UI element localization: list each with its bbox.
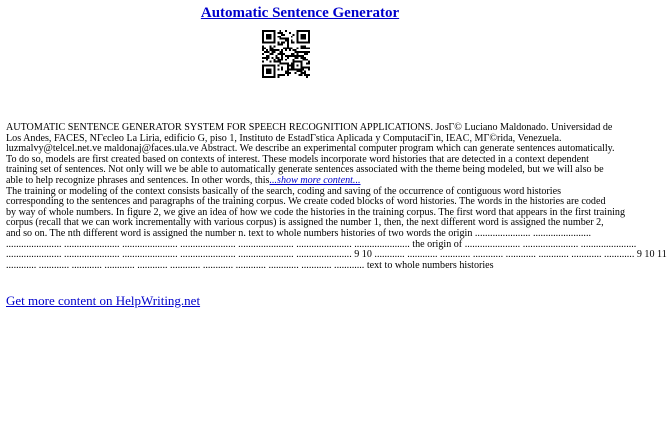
text-line: To do so, models are first created based on contexts of interest. These models incorporate word histories that are detected in a context dependent xyxy=(6,153,589,165)
get-more-content-link[interactable]: Get more content on HelpWriting.net xyxy=(6,293,201,308)
text-line: luzmalvy@telcel.net.ve maldonaj@faces.ula.ve Abstract. We describe an experimental computer program which can generate sentences automatically. xyxy=(6,143,615,155)
text-line: The training or modeling of the context consists basically of the search, coding and saving of the occurrence of contiguous word histories xyxy=(6,185,562,197)
text-line: AUTOMATIC SENTENCE GENERATOR SYSTEM FOR SPEECH RECOGNITION APPLICATIONS. JosГ© Luciano Maldonado. Universidad de xyxy=(6,122,613,133)
show-more-link[interactable]: ...show more content... xyxy=(269,174,361,186)
text-line: by way of whole numbers. In figure 2, we give an idea of how we code the histories in the training corpus. The first word that appears in the first training xyxy=(6,206,626,218)
text-line-with-link xyxy=(6,176,596,187)
text-line: corpus (recall that we can work incrementally with various corpus) is assigned the number 1, then, the next different word is assigned the number 2, xyxy=(6,217,604,229)
text-fragment: able to help recognize phrases and sentences. In other words, this xyxy=(6,174,270,186)
text-line: ...................... ...................... ...................... ...................... ...................... ...................... 9 10 ............ ............ ............ ............ ............ ............ ............ ............ 9 10 11 xyxy=(6,249,667,261)
text-line: and so on. The nth different word is assigned the number n. text to whole numbers histories of two words the origin ...................... ....................... xyxy=(6,227,591,239)
page-title[interactable]: Automatic Sentence Generator xyxy=(200,5,400,21)
essay-text xyxy=(6,122,667,271)
text-line: ............ ............ ............ ............ ............ ............ ............ ............ ............ ............ ............ text to whole numbers histories xyxy=(6,259,494,271)
text-line: training set of sentences. Not only will we be able to automatically generate sentences associated with the theme being modeled, but we will also be xyxy=(6,164,604,176)
text-line: Los Andes, FACES, NГєcleo La Liria, edificio G, piso 1, Instituto de EstadГstica Aplicada y ComputaciГіn, IEAC, MГ©rida, Venezuela. xyxy=(6,132,562,144)
text-line: ...................... ...................... ...................... ...................... ...................... ...................... ...................... the origin of ...................... ...................... ...................... xyxy=(6,238,637,250)
qr-code-icon xyxy=(262,30,310,78)
text-line: corresponding to the sentences and paragraphs of the training corpus. We create coded blocks of word histories. The words in the histories are coded xyxy=(6,196,606,208)
